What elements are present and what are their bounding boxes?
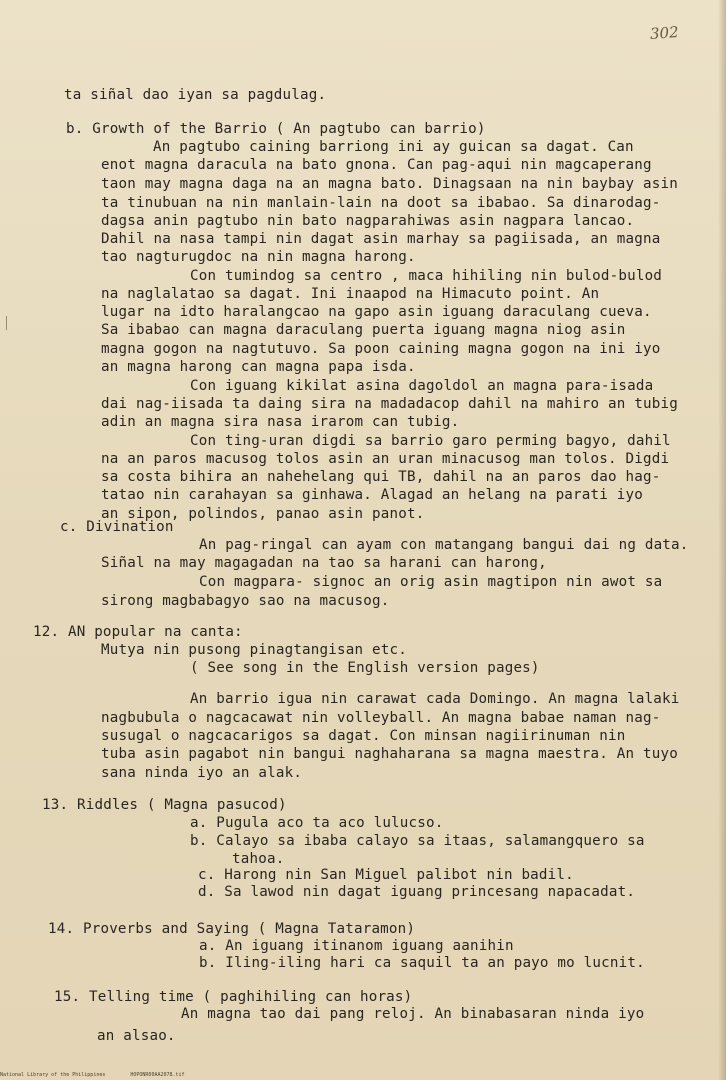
list-item: a. An iguang itinanom iguang aanihin — [199, 938, 514, 954]
footer-file: HOPONR00AA2078.tif — [130, 1072, 185, 1078]
text-line: Con magpara- signoc an orig asin magtipon nin awot sa — [199, 574, 663, 590]
text-line: An pag-ringal can ayam con matangang bangui dai ng data. — [199, 537, 689, 553]
list-item: b. Iling-iling hari ca saquil ta an payo mo lucnit. — [199, 955, 645, 971]
text-line: tao nagturugdoc na nin magna harong. — [101, 249, 416, 265]
section-heading: 13. Riddles ( Magna pasucod) — [42, 797, 287, 813]
section-heading: 15. Telling time ( paghihiling can horas) — [54, 989, 413, 1005]
text-line: sana ninda iyo an alak. — [101, 765, 303, 781]
text-line: Sa ibabao can magna daraculang puerta iguang magna niog asin — [101, 322, 626, 338]
footer-institution: National Library of the Philippines — [0, 1072, 106, 1078]
text-line: Con iguang kikilat asina dagoldol an magna para-isada — [190, 378, 654, 394]
text-line: Con ting-uran digdi sa barrio garo perming bagyo, dahil — [190, 433, 671, 449]
text-line: an alsao. — [97, 1028, 176, 1044]
text-line: Dahil na nasa tampi nin dagat asin marhay sa pagiisada, an magna — [101, 231, 661, 247]
text-line: na an paros macusog tolos asin an uran minacusog man tolos. Digdi — [101, 451, 670, 467]
text-line: An magna tao dai pang reloj. An binabasaran ninda iyo — [181, 1006, 645, 1022]
text-line: an magna harong can magna papa isda. — [101, 359, 416, 375]
text-line: taon may magna daga na an magna bato. Dinagsaan na nin baybay asin — [101, 176, 678, 192]
text-line: tuba asin pagabot nin bangui naghaharana sa magna maestra. An tuyo — [101, 746, 678, 762]
section-heading: 12. AN popular na canta: — [33, 624, 243, 640]
list-item: b. Calayo sa ibaba calayo sa itaas, salamangquero sa — [190, 833, 645, 849]
text-line: susugal o nagcacarigos sa dagat. Con minsan nagiirinuman nin — [101, 728, 626, 744]
text-line: Siñal na may magagadan na tao sa harani can harong, — [101, 555, 547, 571]
section-heading: c. Divination — [60, 519, 174, 535]
list-item: c. Harong nin San Miguel palibot nin badil. — [198, 867, 574, 883]
section-heading: 14. Proverbs and Saying ( Magna Tataramon) — [48, 921, 416, 937]
page-edge-shadow — [718, 0, 726, 1080]
list-item: a. Pugula aco ta aco lulucso. — [190, 815, 444, 831]
text-line: sirong magbabagyo sao na macusog. — [101, 593, 390, 609]
scan-footer — [0, 1072, 726, 1078]
text-line: enot magna daracula na bato gnona. Can pag-aqui nin magcaperang — [101, 157, 652, 173]
text-line: tatao nin carahayan sa ginhawa. Alagad an helang na parati iyo — [101, 487, 643, 503]
text-line: An pagtubo caining barriong ini ay guican sa dagat. Can — [153, 139, 634, 155]
list-item: d. Sa lawod nin dagat iguang princesang napacadat. — [198, 884, 636, 900]
section-heading: b. Growth of the Barrio ( An pagtubo can barrio) — [66, 121, 486, 137]
text-line: na naglalatao sa dagat. Ini inaapod na Himacuto point. An — [101, 286, 600, 302]
text-line: lugar na idto haralangcao na gapo asin iguang daraculang cueva. — [101, 304, 652, 320]
text-line: Mutya nin pusong pinagtangisan etc. — [101, 642, 407, 658]
text-line: magna gogon na nagtutuvo. Sa poon caining magna gogon na ini iyo — [101, 341, 661, 357]
text-line: An barrio igua nin carawat cada Domingo. An magna lalaki — [190, 691, 680, 707]
text-line: ta tinubuan na nin manlain-lain na doot sa ibabao. Sa dinarodag- — [101, 195, 661, 211]
text-line: an sipon, polindos, panao asin panot. — [101, 506, 425, 522]
text-line: Con tumindog sa centro , maca hihiling nin bulod-bulod — [190, 268, 663, 284]
page-number: 302 — [649, 23, 680, 43]
text-line: nagbubula o nagcacawat nin volleyball. An magna babae naman nag- — [101, 710, 661, 726]
text-line: ta siñal dao iyan sa pagdulag. — [64, 87, 327, 103]
text-line: dai nag-iisada ta daing sira na madadacop dahil na mahiro an tubig — [101, 396, 678, 412]
text-line: sa costa bihira an nahehelang qui TB, dahil na an paros dao hag- — [101, 469, 661, 485]
text-line: ( See song in the English version pages) — [190, 660, 540, 676]
text-line: dagsa anin pagtubo nin bato nagparahiwas asin nagpara lancao. — [101, 213, 635, 229]
list-item-continuation: tahoa. — [232, 851, 285, 867]
margin-mark — [6, 316, 7, 330]
text-line: adin an magna sira nasa irarom can tubig. — [101, 414, 460, 430]
